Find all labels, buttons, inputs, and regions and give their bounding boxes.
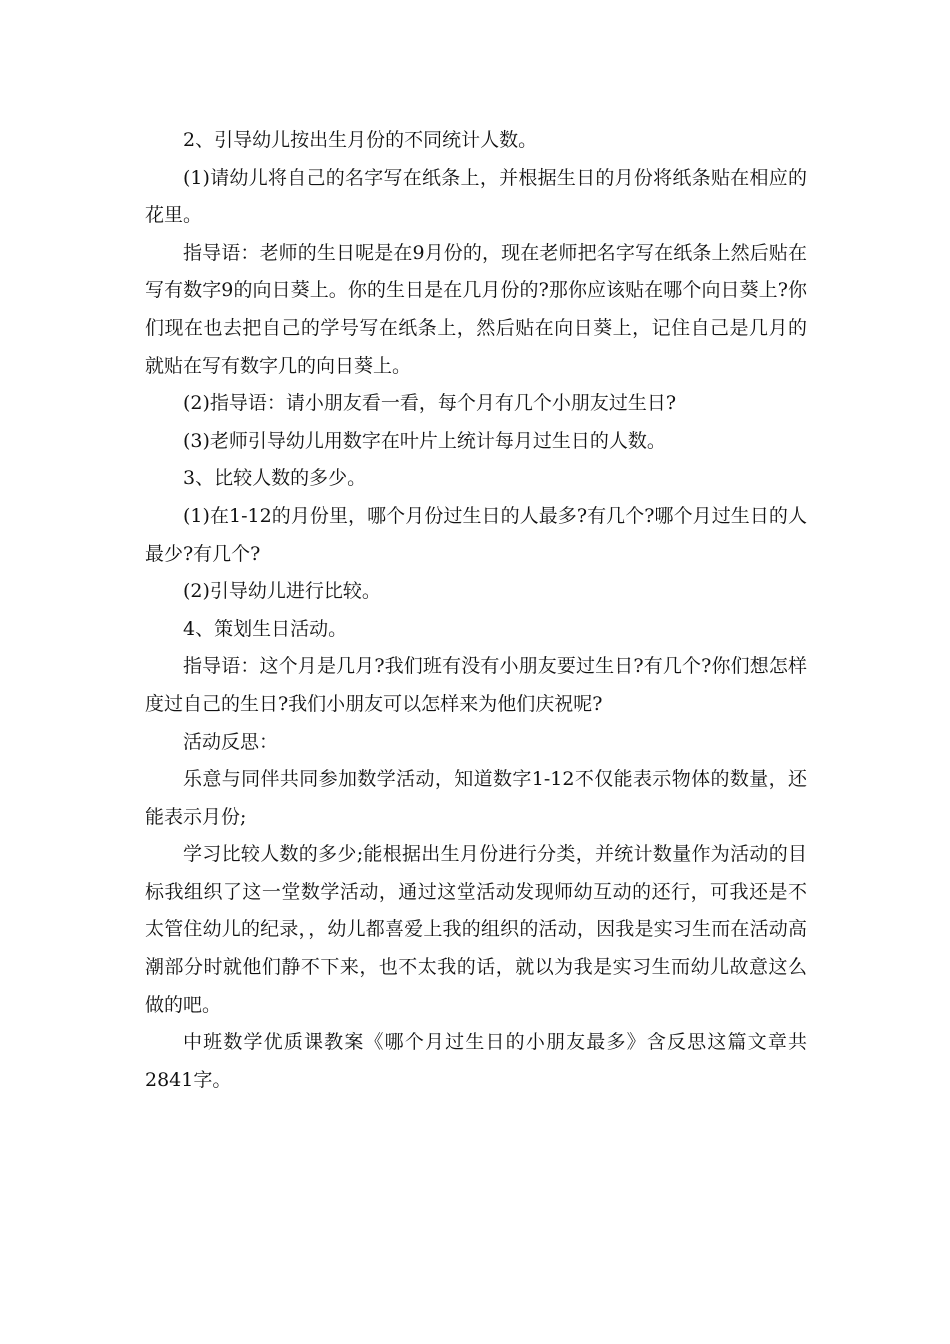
paragraph-guide-2: 指导语：这个月是几月?我们班有没有小朋友要过生日?有几个?你们想怎样度过自己的生日?我们小朋友可以怎样来为他们庆祝呢? xyxy=(145,655,807,715)
paragraph-reflection-2: 学习比较人数的多少;能根据出生月份进行分类，并统计数量作为活动的目标我组织了这一堂数学活动，通过这堂活动发现师幼互动的还行，可我还是不太管住幼儿的纪录，，幼儿都喜爱上我的组织的活动，因我是实习生而在活动高潮部分时就他们静不下来，也不太我的话，就以为我是实习生而幼儿故意这么做的吧。 xyxy=(145,843,807,1016)
paragraph-step-2-3: (3)老师引导幼儿用数字在叶片上统计每月过生日的人数。 xyxy=(183,429,666,452)
paragraph-step-2-1: (1)请幼儿将自己的名字写在纸条上，并根据生日的月份将纸条贴在相应的花里。 xyxy=(145,166,807,227)
paragraph-step-4: 4、策划生日活动。 xyxy=(183,617,348,640)
paragraph-step-2-2: (2)指导语：请小朋友看一看，每个月有几个小朋友过生日? xyxy=(183,392,677,415)
paragraph-step-2: 2、引导幼儿按出生月份的不同统计人数。 xyxy=(183,129,538,151)
paragraph-article-note: 中班数学优质课教案《哪个月过生日的小朋友最多》含反思这篇文章共2841字。 xyxy=(145,1031,807,1091)
paragraph-step-3-2: (2)引导幼儿进行比较。 xyxy=(183,580,381,603)
paragraph-reflection-1: 乐意与同伴共同参加数学活动，知道数字1-12不仅能表示物体的数量，还能表示月份; xyxy=(145,768,807,828)
paragraph-step-3-1: (1)在1-12的月份里，哪个月份过生日的人最多?有几个?哪个月过生日的人最少?有几个? xyxy=(145,504,807,565)
paragraph-guide-1: 指导语：老师的生日呢是在9月份的，现在老师把名字写在纸条上然后贴在写有数字9的向日葵上。你的生日是在几月份的?那你应该贴在哪个向日葵上?你们现在也去把自己的学号写在纸条上，然后贴在向日葵上，记住自己是几月的就贴在写有数字几的向日葵上。 xyxy=(145,241,807,377)
paragraph-step-3: 3、比较人数的多少。 xyxy=(183,467,367,490)
paragraph-reflection-heading: 活动反思： xyxy=(183,730,279,753)
document-body xyxy=(145,122,807,1099)
